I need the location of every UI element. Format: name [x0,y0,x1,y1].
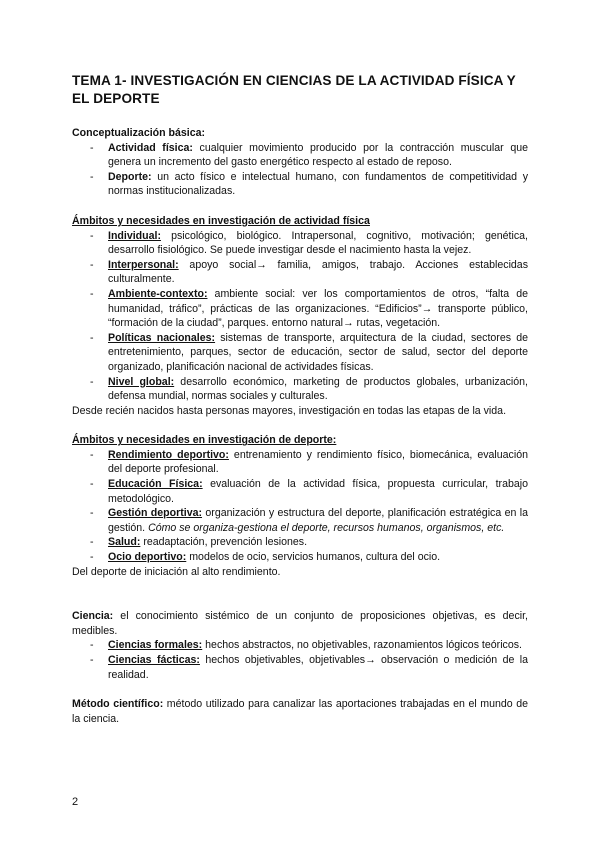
deporte-closing: Del deporte de iniciación al alto rendimiento. [72,565,281,578]
definition: cualquier movimiento producido por la contracción muscular que genera un incremento del gasto energético respecto al estado de reposo. [108,141,528,169]
term: Individual: [108,229,161,242]
term: Ciencias formales: [108,639,203,652]
metodo-cientifico-definition [72,697,528,726]
list-item: - Ocio deportivo: modelos de ocio, servicios humanos, cultura del ocio. [90,551,441,564]
term: Nivel global: [108,375,175,388]
list-item: - Rendimiento deportivo: entrenamiento y rendimiento físico, biomecánica, evaluación del deporte profesional. [90,448,528,476]
definition: hechos objetivables, objetivables→ observación o medición de la realidad. [108,654,528,681]
list-item: - Individual: psicológico, biológico. Intrapersonal, cognitivo, motivación; genética, desarrollo fisiológico. Se puede investigar desde el nacimiento hasta la vejez. [90,229,528,257]
definition: desarrollo económico, marketing de productos globales, urbanización, defensa mundial, normas sociales y culturales. [108,375,528,403]
definition: apoyo social→ familia, amigos, trabajo. Acciones establecidas culturalmente. [108,258,528,286]
definition: un acto físico e intelectual humano, con fundamentos de competitividad y normas institucionalizadas. [108,170,528,198]
list-item: - Nivel global: desarrollo económico, marketing de productos globales, urbanización, defensa mundial, normas sociales y culturales. [90,375,528,403]
definition: hechos abstractos, no objetivables, razonamientos lógicos teóricos. [202,639,522,652]
term: Ciencias fácticas: [108,654,200,666]
term: Interpersonal: [108,258,179,271]
definition: sistemas de transporte, arquitectura de la ciudad, sectores de entretenimiento, parques, sector de educación, sector de salud, sector del deporte organizado, planificación nacional de actividades físicas. [108,331,528,373]
term: Políticas nacionales: [108,331,216,344]
ciencia-definition [72,609,528,638]
definition: modelos de ocio, servicios humanos, cultura del ocio. [186,551,441,564]
document-page [72,72,528,726]
term: Ciencia: [72,610,114,623]
list-item: - Interpersonal: apoyo social→ familia, amigos, trabajo. Acciones establecidas culturalmente. [90,258,528,286]
list-item: - Educación Física: evaluación de la actividad física, propuesta curricular, trabajo metodológico. [90,478,528,505]
deporte-list [72,448,528,565]
list-item: - Gestión deportiva: organización y estructura del deporte, planificación estratégica en la gestión. Cómo se organiza-gestiona el deporte, recursos humanos, organismos, etc. [90,507,529,534]
term: Deporte: [108,170,152,183]
actividad-fisica-list [72,229,528,404]
section-conceptualizacion-heading: Conceptualización básica: [72,127,206,139]
actividad-fisica-closing: Desde recién nacidos hasta personas mayores, investigación en todas las etapas de la vida. [72,404,507,417]
list-item: - Ciencias formales: hechos abstractos, no objetivables, razonamientos lógicos teóricos. [90,639,522,652]
conceptualizacion-list [72,141,528,199]
term: Gestión deportiva: [108,507,203,520]
definition: el conocimiento sistémico de un conjunto de proposiciones objetivas, es decir, medibles. [72,610,528,637]
definition: readaptación, prevención lesiones. [140,536,308,549]
section-actividad-fisica-heading [72,214,528,229]
term: Educación Física: [108,478,203,491]
definition: entrenamiento y rendimiento físico, biomecánica, evaluación del deporte profesional. [108,448,528,476]
list-item: - Actividad física: cualquier movimiento producido por la contracción muscular que genera un incremento del gasto energético respecto al estado de reposo. [90,141,528,169]
heading-text: Ámbitos y necesidades en investigación de actividad física [72,214,370,227]
term: Actividad física: [108,141,193,154]
heading-text: Ámbitos y necesidades en investigación de deporte: [72,434,337,447]
definition: ambiente social: ver los comportamientos de otros, “falta de humanidad, tráfico”, prácticas de las organizaciones. “Edificios”→ transporte público, “formación de la ciudad”, parques. entorno natural→ rutas, vegetación. [108,287,528,330]
list-item: - Deporte: un acto físico e intelectual humano, con fundamentos de competitividad y normas institucionalizadas. [90,170,528,198]
term: Salud: [108,536,141,549]
definition: organización y estructura del deporte, planificación estratégica en la gestión. [108,507,529,534]
definition: evaluación de la actividad física, propuesta curricular, trabajo metodológico. [108,478,528,505]
list-item: - Ambiente-contexto: ambiente social: ver los comportamientos de otros, “falta de humanidad, tráfico”, prácticas de las organizaciones. “Edificios”→ transporte público, “formación de la ciudad”, parques. entorno natural→ rutas, vegetación. [90,287,528,330]
definition: psicológico, biológico. Intrapersonal, cognitivo, motivación; genética, desarrollo fisiológico. Se puede investigar desde el nacimiento hasta la vejez. [108,229,528,257]
term: Método científico: [72,698,164,711]
list-item: - Políticas nacionales: sistemas de transporte, arquitectura de la ciudad, sectores de entretenimiento, parques, sector de educación, sector de salud, sector del deporte organizado, planificación nacional de actividades físicas. [90,331,528,373]
page-number: 2 [72,796,79,808]
list-item: - Ciencias fácticas: hechos objetivables, objetivables→ observación o medición de la realidad. [90,654,528,681]
definition: método utilizado para canalizar las aportaciones trabajadas en el mundo de la ciencia. [72,698,528,725]
document-title: TEMA 1- INVESTIGACIÓN EN CIENCIAS DE LA ACTIVIDAD FÍSICA Y EL DEPORTE [72,73,516,106]
term: Rendimiento deportivo: [108,448,229,461]
ciencia-list [72,638,528,682]
list-item: - Salud: readaptación, prevención lesiones. [90,536,308,549]
definition-italic: Cómo se organiza-gestiona el deporte, recursos humanos, organismos, etc. [148,521,505,534]
section-deporte-heading [72,433,528,448]
term: Ambiente-contexto: [108,287,208,300]
term: Ocio deportivo: [108,551,187,564]
